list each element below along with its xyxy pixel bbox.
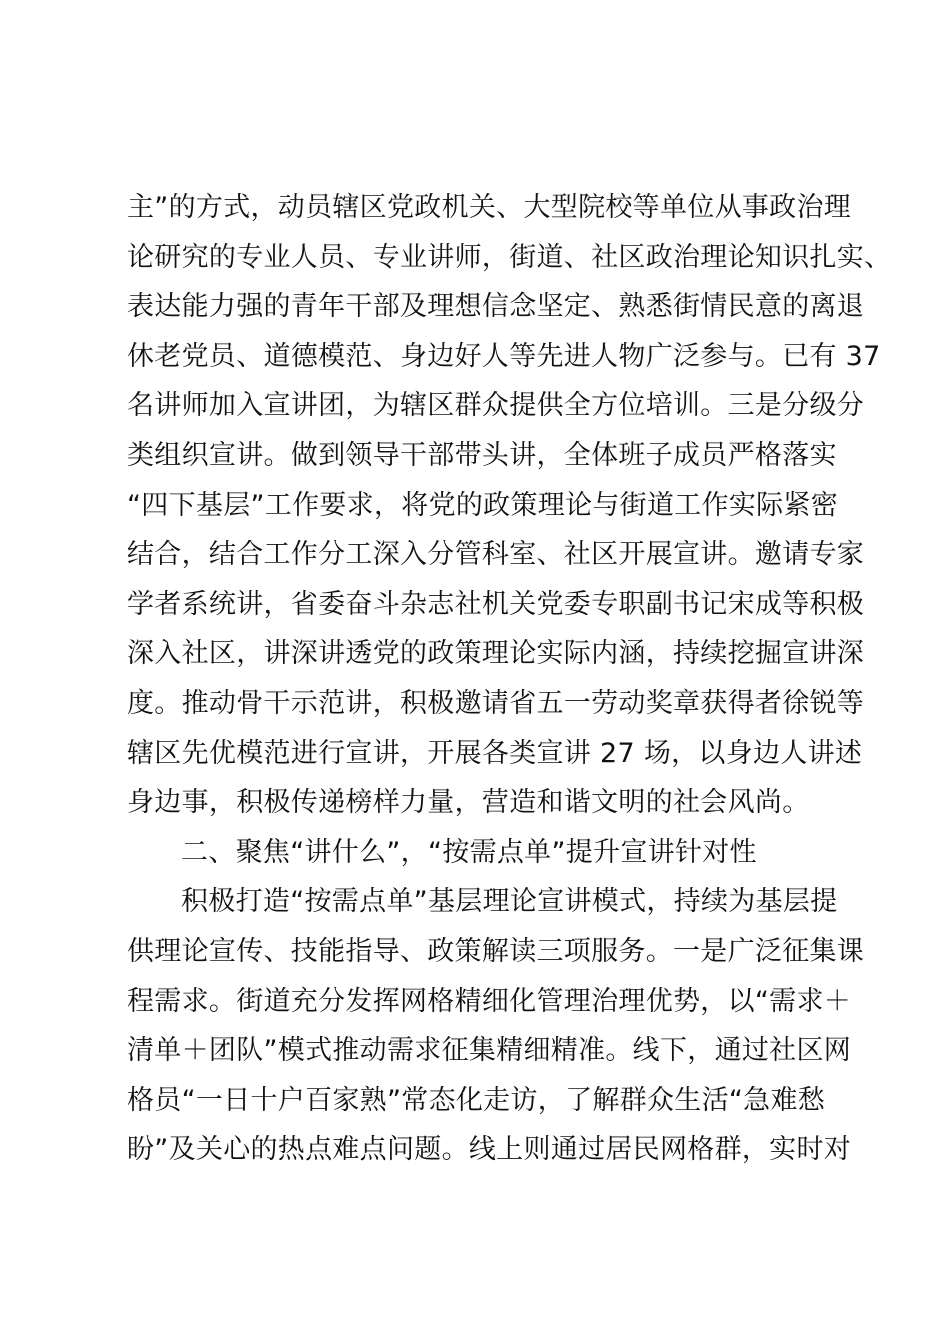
section-heading: 二、聚焦“讲什么”，“按需点单”提升宣讲针对性 [181,836,757,868]
body-line: 盼”及关心的热点难点问题。线上则通过居民网格群，实时对 [127,1134,852,1166]
body-line: 深入社区，讲深讲透党的政策理论实际内涵，持续挖掘宣讲深 [127,638,865,670]
body-line: 辖区先优模范进行宣讲，开展各类宣讲 27 场，以身边人讲述 [127,737,863,769]
body-line: 程需求。街道充分发挥网格精细化管理治理优势，以“需求＋ [127,985,852,1017]
document-body [127,183,892,1175]
body-line: 主”的方式，动员辖区党政机关、大型院校等单位从事政治理 [127,192,852,223]
body-line: 名讲师加入宣讲团，为辖区群众提供全方位培训。三是分级分 [127,390,865,422]
body-line: 表达能力强的青年干部及理想信念坚定、熟悉街情民意的离退 [127,291,865,323]
body-line: 休老党员、道德模范、身边好人等先进人物广泛参与。已有 37 [127,340,881,372]
body-line: 身边事，积极传递榜样力量，营造和谐文明的社会风尚。 [127,787,810,819]
body-line: 清单＋团队”模式推动需求征集精细精准。线下，通过社区网 [127,1035,852,1067]
body-line: “四下基层”工作要求，将党的政策理论与街道工作实际紧密 [127,489,839,521]
body-line: 结合，结合工作分工深入分管科室、社区开展宣讲。邀请专家 [127,539,865,571]
body-line: 供理论宣传、技能指导、政策解读三项服务。一是广泛征集课 [127,935,865,967]
body-line: 学者系统讲，省委奋斗杂志社机关党委专职副书记宋成等积极 [127,588,865,620]
paragraph-first-line: 积极打造“按需点单”基层理论宣讲模式，持续为基层提 [181,886,838,918]
body-line: 类组织宣讲。做到领导干部带头讲，全体班子成员严格落实 [127,439,837,471]
body-line: 度。推动骨干示范讲，积极邀请省五一劳动奖章获得者徐锐等 [127,687,865,719]
body-line: 格员“一日十户百家熟”常态化走访，了解群众生活“急难愁 [127,1084,826,1116]
body-line: 论研究的专业人员、专业讲师，街道、社区政治理论知识扎实、 [127,241,892,273]
